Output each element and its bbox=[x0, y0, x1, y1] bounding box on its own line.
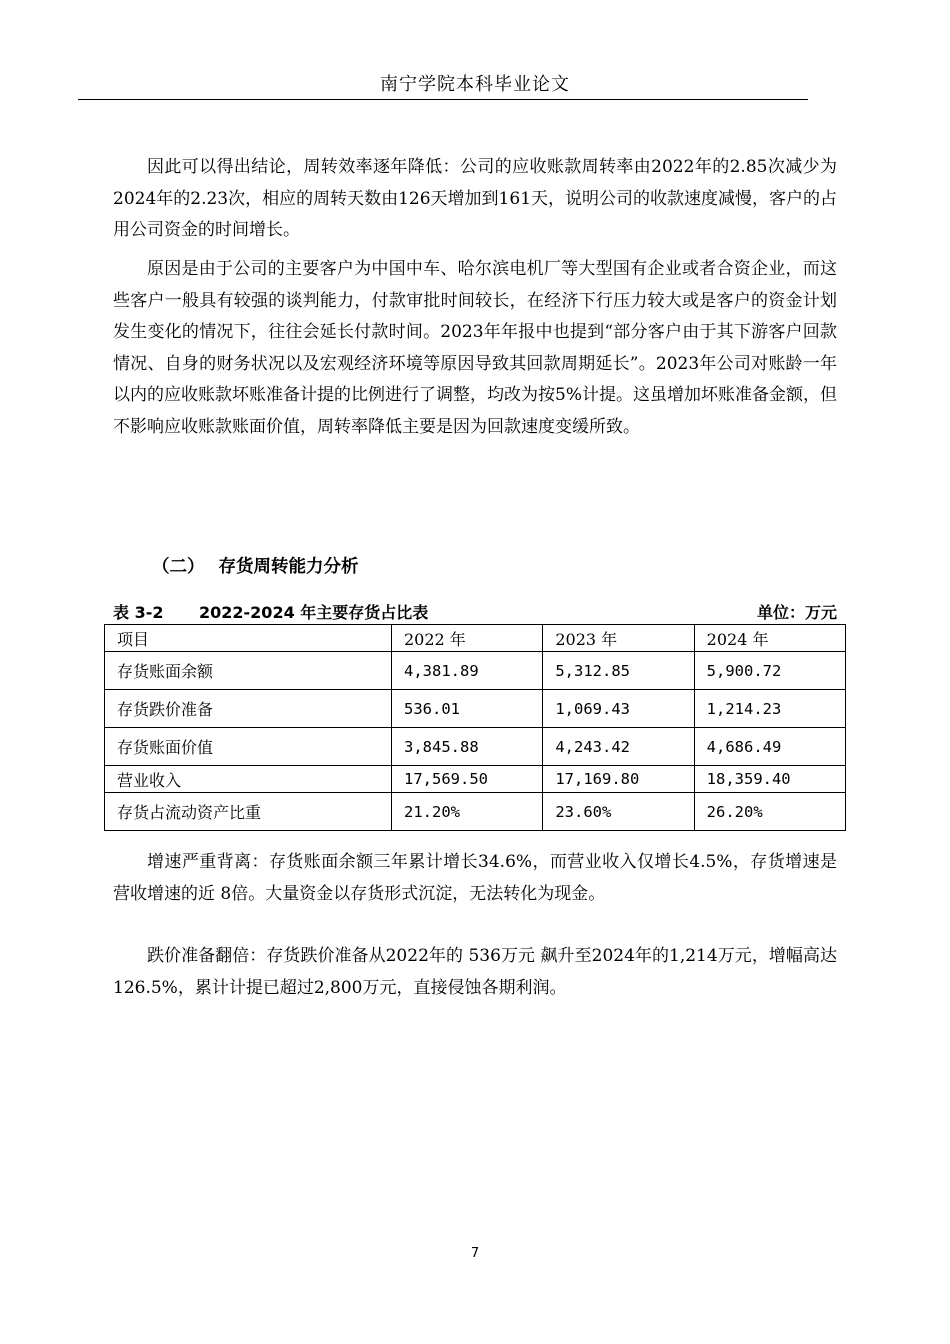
table-caption-title: 2022-2024 年主要存货占比表 bbox=[199, 603, 429, 622]
header-rule bbox=[78, 99, 808, 100]
table-row-label: 存货占流动资产比重 bbox=[105, 793, 392, 831]
table-header-cell: 2022 年 bbox=[392, 625, 543, 652]
table-header-cell: 项目 bbox=[105, 625, 392, 652]
table-header-cell: 2023 年 bbox=[543, 625, 694, 652]
body-paragraph-1: 因此可以得出结论，周转效率逐年降低：公司的应收账款周转率由2022年的2.85次减少为2024年的2.23次，相应的周转天数由126天增加到161天，说明公司的收款速度减慢，客户的占用公司资金的时间增长。 bbox=[113, 157, 838, 240]
section-heading bbox=[152, 553, 359, 578]
table-caption-number: 表 3-2 bbox=[113, 603, 164, 622]
table-cell: 17,569.50 bbox=[392, 766, 543, 793]
table-row-label: 存货账面余额 bbox=[105, 652, 392, 690]
table-cell: 5,900.72 bbox=[694, 652, 845, 690]
table-header-row bbox=[105, 625, 846, 652]
table-cell: 4,381.89 bbox=[392, 652, 543, 690]
table-cell: 23.60% bbox=[543, 793, 694, 831]
table-cell: 21.20% bbox=[392, 793, 543, 831]
inventory-ratio-table bbox=[104, 624, 846, 831]
running-header-title: 南宁学院本科毕业论文 bbox=[380, 74, 570, 95]
table-cell: 18,359.40 bbox=[694, 766, 845, 793]
table-cell: 1,214.23 bbox=[694, 690, 845, 728]
body-paragraph-2: 原因是由于公司的主要客户为中国中车、哈尔滨电机厂等大型国有企业或者合资企业，而这些客户一般具有较强的谈判能力，付款审批时间较长，在经济下行压力较大或是客户的资金计划发生变化的情况下，往往会延长付款时间。2023年年报中也提到“部分客户由于其下游客户回款情况、自身的财务状况以及宏观经济环境等原因导致其回款周期延长”。2023年公司对账龄一年以内的应收账款坏账准备计提的比例进行了调整，均改为按5%计提。这虽增加坏账准备金额，但不影响应收账款账面价值，周转率降低主要是因为回款速度变缓所致。 bbox=[113, 259, 837, 437]
table-row bbox=[105, 728, 846, 766]
page-number: 7 bbox=[470, 1246, 480, 1261]
section-title: 存货周转能力分析 bbox=[218, 557, 359, 577]
table-cell: 536.01 bbox=[392, 690, 543, 728]
table-cell: 3,845.88 bbox=[392, 728, 543, 766]
table-row bbox=[105, 690, 846, 728]
body-paragraph-3: 增速严重背离：存货账面余额三年累计增长34.6%，而营业收入仅增长4.5%，存货增速是营收增速的近 8倍。大量资金以存货形式沉淀，无法转化为现金。 bbox=[113, 852, 837, 904]
table-cell: 4,686.49 bbox=[694, 728, 845, 766]
table-caption bbox=[113, 600, 837, 623]
table-row-label: 存货账面价值 bbox=[105, 728, 392, 766]
table-row-label: 营业收入 bbox=[105, 766, 392, 793]
table-row bbox=[105, 652, 846, 690]
table-row bbox=[105, 766, 846, 793]
section-number: （二） bbox=[152, 557, 205, 577]
table-cell: 17,169.80 bbox=[543, 766, 694, 793]
table-row bbox=[105, 793, 846, 831]
body-paragraph-4: 跌价准备翻倍：存货跌价准备从2022年的 536万元 飙升至2024年的1,214万元，增幅高达126.5%，累计计提已超过2,800万元，直接侵蚀各期利润。 bbox=[113, 946, 837, 998]
table-unit: 单位：万元 bbox=[756, 603, 837, 622]
table-cell: 26.20% bbox=[694, 793, 845, 831]
table-header-cell: 2024 年 bbox=[694, 625, 845, 652]
table-cell: 4,243.42 bbox=[543, 728, 694, 766]
table-cell: 1,069.43 bbox=[543, 690, 694, 728]
table-cell: 5,312.85 bbox=[543, 652, 694, 690]
table-row-label: 存货跌价准备 bbox=[105, 690, 392, 728]
